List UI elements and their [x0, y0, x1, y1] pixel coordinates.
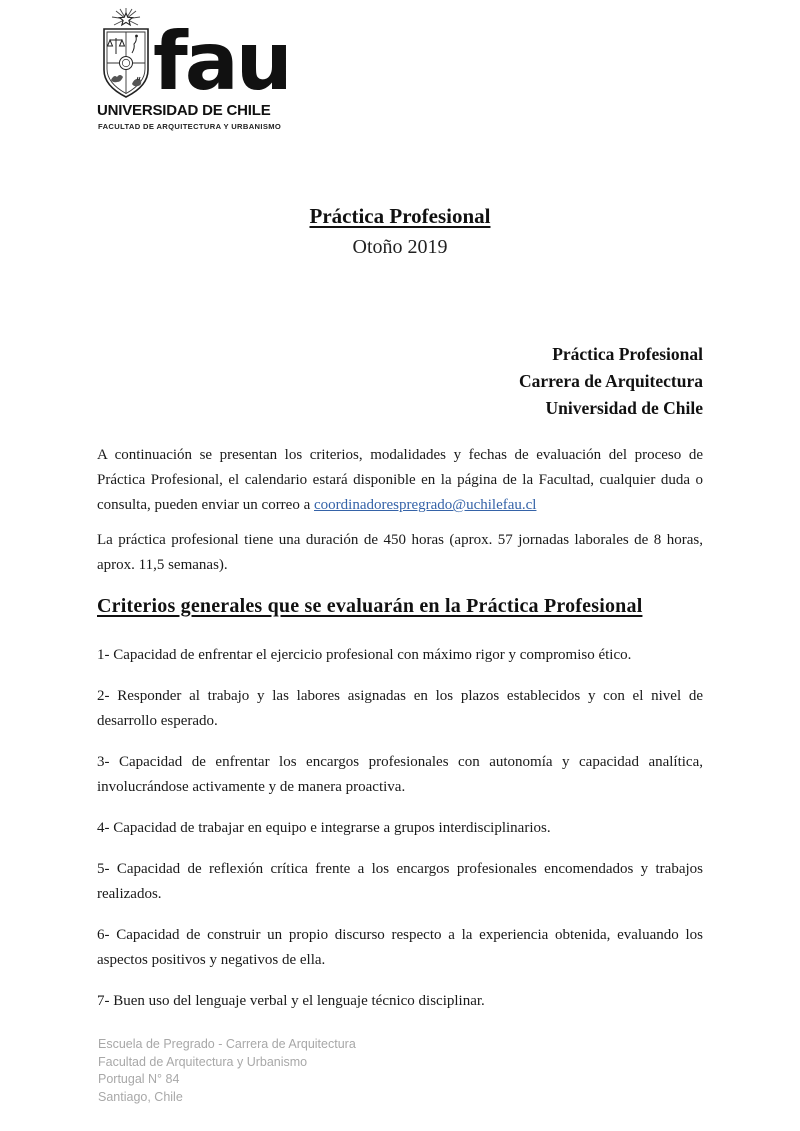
criteria-item-4: 4- Capacidad de trabajar en equipo e integrarse a grupos interdisciplinarios. [97, 820, 551, 836]
document-body [97, 443, 703, 1014]
criteria-item-3: 3- Capacidad de enfrentar los encargos profesionales con autonomía y capacidad analítica, involucrándose activamente y de manera proactiva. [97, 754, 703, 795]
logo-university-name: UNIVERSIDAD DE CHILE [97, 102, 271, 119]
email-link[interactable]: coordinadorespregrado@uchilefau.cl [314, 497, 537, 513]
footer-city-line: Santiago, Chile [98, 1089, 183, 1104]
criteria-item-5: 5- Capacidad de reflexión crítica frente a los encargos profesionales encomendados y trabajos realizados. [97, 861, 703, 902]
document-title: Práctica Profesional [309, 204, 491, 228]
criteria-section-heading: Criterios generales que se evaluarán en la Práctica Profesional [97, 595, 643, 617]
right-heading-block [519, 341, 703, 422]
document-subtitle: Otoño 2019 [352, 236, 448, 258]
duration-paragraph: La práctica profesional tiene una duración de 450 horas (aprox. 57 jornadas laborales de 8 horas, aprox. 11,5 semanas). [97, 532, 703, 573]
heading-line-universidad: Universidad de Chile [545, 398, 703, 418]
criteria-item-6: 6- Capacidad de construir un propio discurso respecto a la experiencia obtenida, evaluando los aspectos positivos y negativos de ella. [97, 927, 703, 968]
heading-line-carrera: Carrera de Arquitectura [518, 371, 703, 391]
fau-wordmark: fau [153, 15, 290, 108]
fau-logo [97, 8, 297, 133]
footer-school-line: Escuela de Pregrado - Carrera de Arquitectura [98, 1037, 356, 1051]
title-block [0, 204, 800, 259]
intro-text: A continuación se presentan los criterios, modalidades y fechas de evaluación del proceso de Práctica Profesional, el calendario estará disponible en la página de la Facultad, cualquier duda o consulta, pueden enviar un correo a [97, 447, 703, 513]
university-crest-icon [99, 8, 153, 109]
page-footer [98, 1036, 356, 1106]
footer-address-line: Portugal N° 84 [98, 1072, 180, 1086]
footer-faculty-line: Facultad de Arquitectura y Urbanismo [98, 1054, 308, 1069]
criteria-item-1: 1- Capacidad de enfrentar el ejercicio profesional con máximo rigor y compromiso ético. [97, 647, 632, 663]
criteria-item-7: 7- Buen uso del lenguaje verbal y el lenguaje técnico disciplinar. [97, 993, 485, 1009]
intro-paragraph [97, 443, 703, 518]
logo-faculty-name: FACULTAD DE ARQUITECTURA Y URBANISMO [98, 122, 282, 131]
heading-line-practica: Práctica Profesional [552, 344, 703, 364]
criteria-item-2: 2- Responder al trabajo y las labores asignadas en los plazos establecidos y con el nivel de desarrollo esperado. [97, 688, 703, 729]
